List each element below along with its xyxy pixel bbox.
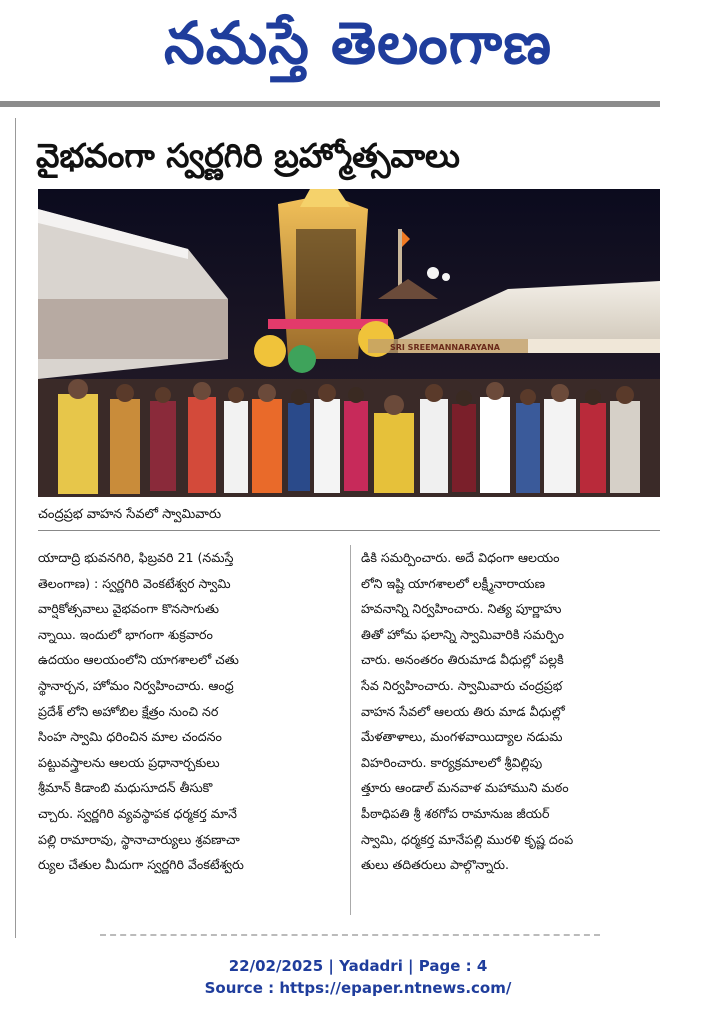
column-line: పల్లి రామారావు, స్థానాచార్యులు శ్రవణాచా [38, 831, 240, 847]
masthead-rule [0, 101, 660, 107]
column-line: వార్షికోత్సవాలు వైభవంగా కొనసాగుతు [38, 601, 219, 617]
photo-caption: చంద్రప్రభ వాహన సేవలో స్వామివారు [38, 507, 222, 522]
column-line: లోని ఇష్టి యాగశాలలో లక్ష్మీనారాయణ [361, 575, 546, 591]
column-line: స్వామి, ధర్మకర్త మానేపల్లి మురళి కృష్ణ దంప [361, 831, 574, 847]
column-line: శ్రీమాన్ కిడాంబి మధుసూదన్ తీసుకొ [38, 780, 213, 796]
column-line: వాహన సేవలో ఆలయ తిరు మాడ వీధుల్లో [361, 703, 565, 719]
article-frame [15, 118, 16, 938]
article-column-left [38, 545, 338, 878]
column-line: పట్టువస్త్రాలను ఆలయ ప్రధానార్చకులు [38, 754, 220, 770]
column-line: సేవ నిర్వహించారు. స్వామివారు చంద్రప్రభ [361, 677, 563, 693]
column-line: విహరించారు. కార్యక్రమాలలో శ్రీవిల్లిపు [361, 754, 543, 770]
column-line: సింహ స్వామి ధరించిన మాల చందనం [38, 729, 222, 745]
column-line: త్తూరు ఆండాల్ మనవాళ మహాముని మఠం [361, 780, 569, 796]
caption-rule [38, 530, 660, 531]
footer-date-line: 22/02/2025 | Yadadri | Page : 4 [228, 957, 488, 975]
column-line: యాదాద్రి భువనగిరి, ఫిబ్రవరి 21 (నమస్తే [38, 550, 234, 565]
column-line: చారు. అనంతరం తిరుమాడ వీధుల్లో పల్లకి [361, 652, 564, 668]
column-line: తితో హోమ ఫలాన్ని స్వామివారికి సమర్పిం [361, 626, 565, 642]
temple-sign-text: SRI SREEMANNARAYANA [390, 343, 500, 352]
column-line: ప్రదేశ్ లోని అహోబిల క్షేత్రం నుంచి నర [38, 703, 219, 719]
column-line: హవనాన్ని నిర్వహించారు. నిత్య పూర్ణాహు [361, 601, 562, 617]
article-headline: వైభవంగా స్వర్ణగిరి బ్రహ్మోత్సవాలు [36, 136, 460, 175]
article-column-right [361, 545, 661, 878]
column-line: తులు తదితరులు పాల్గొన్నారు. [361, 857, 510, 873]
column-line: స్థానార్చన, హోమం నిర్వహించారు. ఆంధ్ర [38, 677, 234, 693]
newspaper-logo: నమస్తే తెలంగాణ [164, 9, 552, 77]
footer-source-link[interactable]: Source : https://epaper.ntnews.com/ [204, 979, 512, 997]
masthead [0, 0, 716, 100]
column-line: చ్చారు. స్వర్ణగిరి వ్యవస్థాపక ధర్మకర్త మానే [38, 805, 237, 821]
column-line: తెలంగాణ) : స్వర్ణగిరి వెంకటేశ్వర స్వామి [38, 575, 231, 591]
article-photo [38, 189, 660, 497]
column-line: ఉదయం ఆలయంలోని యాగశాలలో చతు [38, 652, 239, 668]
column-line: న్నాయి. ఇందులో భాగంగా శుక్రవారం [38, 626, 213, 642]
column-line: మేళతాళాలు, మంగళవాయిద్యాల నడుమ [361, 729, 563, 745]
column-line: పీఠాధిపతి శ్రీ శఠగోప రామానుజ జీయర్ [361, 805, 550, 821]
column-line: డికి సమర్పించారు. అదే విధంగా ఆలయం [361, 550, 560, 565]
column-line: ర్యుల చేతుల మీదుగా స్వర్ణగిరి వేంకటేశ్వరు [38, 857, 244, 873]
clipping-cut-line [100, 934, 600, 937]
column-divider [350, 545, 351, 915]
